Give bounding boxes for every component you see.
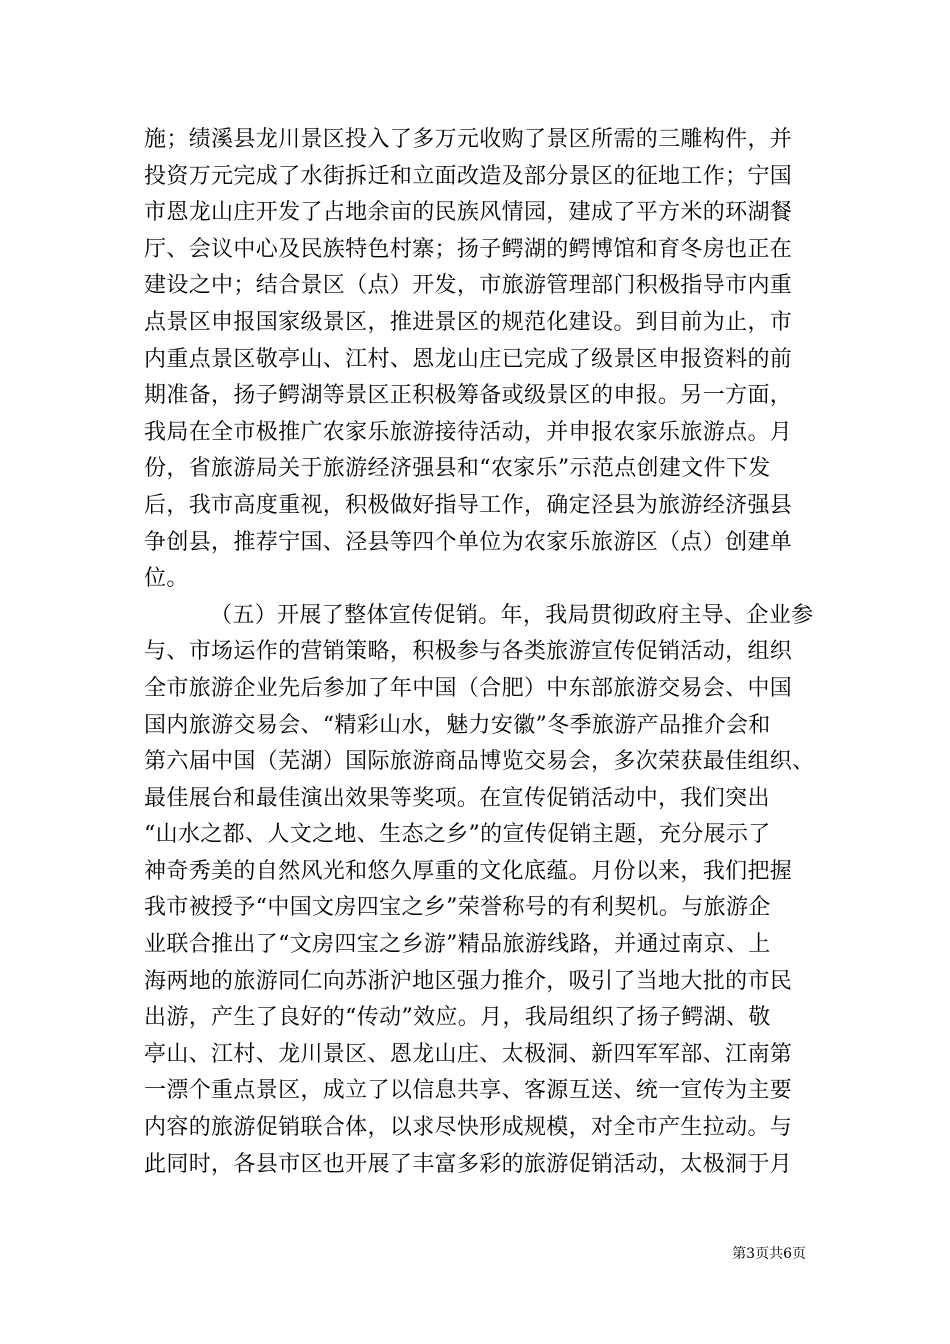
text-line: 神奇秀美的自然风光和悠久厚重的文化底蕴。月份以来，我们把握 <box>144 858 793 884</box>
text-line: 施；绩溪县龙川景区投入了多万元收购了景区所需的三雕构件，并 <box>144 127 793 152</box>
text-line: 出游，产生了良好的“传动”效应。月，我局组织了扬子鳄湖、敬 <box>144 1005 771 1031</box>
text-line: 内重点景区敬亭山、江村、恩龙山庄已完成了级景区申报资料的前 <box>144 346 793 372</box>
page-number: 第3页共6页 <box>732 1246 806 1262</box>
text-line: 此同时，各县市区也开展了丰富多彩的旅游促销活动，太极洞于月 <box>144 1151 793 1177</box>
text-line: （五）开展了整体宣传促销。年，我局贯彻政府主导、企业参 <box>210 602 814 628</box>
text-line: 我局在全市极推广农家乐旅游接待活动，并申报农家乐旅游点。月 <box>144 419 793 445</box>
text-line: 期准备，扬子鳄湖等景区正积极筹备或级景区的申报。另一方面， <box>144 383 793 409</box>
text-line: 海两地的旅游同仁向苏浙沪地区强力推介，吸引了当地大批的市民 <box>144 968 793 994</box>
text-line: 第六届中国（芜湖）国际旅游商品博览交易会，多次荣获最佳组织、 <box>144 749 815 775</box>
text-line: 点景区申报国家级景区，推进景区的规范化建设。到目前为止，市 <box>144 309 793 335</box>
text-line: 市恩龙山庄开发了占地余亩的民族风情园，建成了平方米的环湖餐 <box>144 200 793 226</box>
text-line: 厅、会议中心及民族特色村寨；扬子鳄湖的鳄博馆和育冬房也正在 <box>144 236 793 262</box>
text-line: 投资万元完成了水街拆迁和立面改造及部分景区的征地工作；宁国 <box>144 163 793 189</box>
paragraph-2 <box>144 598 815 1184</box>
text-line: “山水之都、人文之地、生态之乡”的宣传促销主题，充分展示了 <box>144 822 771 848</box>
text-line: 一漂个重点景区，成立了以信息共享、客源互送、统一宣传为主要 <box>144 1078 793 1104</box>
text-line: 业联合推出了“文房四宝之乡游”精品旅游线路，并通过南京、上 <box>144 932 771 958</box>
text-line: 与、市场运作的营销策略，积极参与各类旅游宣传促销活动，组织 <box>144 639 793 665</box>
text-line: 建设之中；结合景区（点）开发，市旅游管理部门积极指导市内重 <box>144 273 793 299</box>
text-line: 争创县，推荐宁国、泾县等四个单位为农家乐旅游区（点）创建单 <box>144 529 793 555</box>
text-line: 亭山、江村、龙川景区、恩龙山庄、太极洞、新四军军部、江南第 <box>144 1041 793 1067</box>
text-line: 位。 <box>144 566 189 592</box>
text-line: 国内旅游交易会、“精彩山水，魅力安徽”冬季旅游产品推介会和 <box>144 712 771 738</box>
text-line: 后，我市高度重视，积极做好指导工作，确定泾县为旅游经济强县 <box>144 492 793 518</box>
text-line: 份，省旅游局关于旅游经济强县和“农家乐”示范点创建文件下发 <box>144 456 771 482</box>
text-line: 全市旅游企业先后参加了年中国（合肥）中东部旅游交易会、中国 <box>144 675 793 701</box>
text-line: 内容的旅游促销联合体，以求尽快形成规模，对全市产生拉动。与 <box>144 1115 793 1141</box>
document-body <box>144 122 815 1183</box>
paragraph-1 <box>144 122 808 598</box>
text-line: 我市被授予“中国文房四宝之乡”荣誉称号的有利契机。与旅游企 <box>144 895 771 921</box>
text-line: 最佳展台和最佳演出效果等奖项。在宣传促销活动中，我们突出 <box>144 785 770 811</box>
